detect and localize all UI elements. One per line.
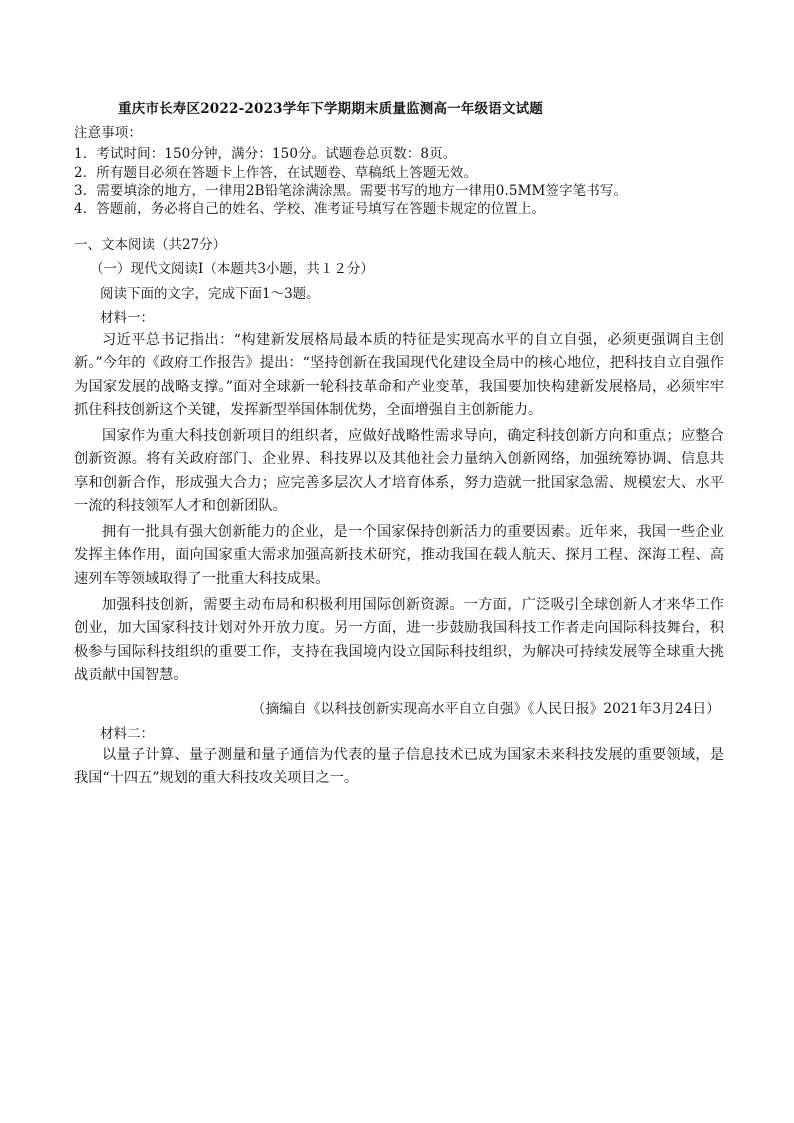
notice-item-3: 3．需要填涂的地方，一律用2B铅笔涂满涂黑。需要书写的地方一律用0.5MM签字笔书写。	[74, 183, 628, 199]
source-citation: （摘编自《以科技创新实现高水平自立自强》《人民日报》2021年3月24日）	[251, 701, 720, 717]
paragraph-1: 习近平总书记指出：“构建新发展格局最本质的特征是实现高水平的自立自强，必须更强调自主创新。”今年的《政府工作报告》提出：“坚持创新在我国现代化建设全局中的核心地位，把科技自立自强作为国家发展的战略支撑。”面对全球新一轮科技革命和产业变革，我国要加快构建新发展格局，必须牢牢抓住科技创新这个关键，发挥新型举国体制优势，全面增强自主创新能力。	[74, 332, 724, 418]
exam-title: 重庆市长寿区2022-2023学年下学期期末质量监测高一年级语文试题	[118, 101, 544, 117]
notice-heading: 注意事项：	[74, 125, 142, 141]
notice-item-4: 4．答题前，务必将自己的姓名、学校、准考证号填写在答题卡规定的位置上。	[74, 201, 546, 217]
reading-instruction: 阅读下面的文字，完成下面1～3题。	[100, 286, 320, 302]
subsection-heading: （一）现代文阅读Ⅰ（本题共3小题，共１２分）	[90, 261, 374, 277]
section-heading: 一、文本阅读（共27分）	[74, 237, 227, 253]
paragraph-4: 加强科技创新，需要主动布局和积极利用国际创新资源。一方面，广泛吸引全球创新人才来华工作创业，加大国家科技计划对外开放力度。另一方面，进一步鼓励我国科技工作者走向国际科技舞台，积极参与国际科技组织的重要工作，支持在我国境内设立国际科技组织，为解决可持续发展等全球重大挑战贡献中国智慧。	[74, 597, 724, 683]
material-1-label: 材料一：	[100, 310, 154, 326]
notice-item-2: 2．所有题目必须在答题卡上作答，在试题卷、草稿纸上答题无效。	[74, 165, 478, 181]
material-2-paragraph: 以量子计算、量子测量和量子通信为代表的量子信息技术已成为国家未来科技发展的重要领域，是我国“十四五”规划的重大科技攻关项目之一。	[74, 747, 724, 787]
material-2-label: 材料二：	[100, 726, 154, 742]
paragraph-3: 拥有一批具有强大创新能力的企业，是一个国家保持创新活力的重要因素。近年来，我国一些企业发挥主体作用，面向国家重大需求加强高新技术研究，推动我国在载人航天、探月工程、深海工程、高速列车等领域取得了一批重大科技成果。	[74, 524, 724, 587]
notice-item-1: 1．考试时间：150分钟，满分：150分。试题卷总页数：8页。	[74, 146, 457, 162]
paragraph-2: 国家作为重大科技创新项目的组织者，应做好战略性需求导向，确定科技创新方向和重点；应整合创新资源。将有关政府部门、企业界、科技界以及其他社会力量纳入创新网络，加强统筹协调、信息共享和创新合作，形成强大合力；应完善多层次人才培育体系，努力造就一批国家急需、规模宏大、水平一流的科技领军人才和创新团队。	[74, 428, 724, 514]
